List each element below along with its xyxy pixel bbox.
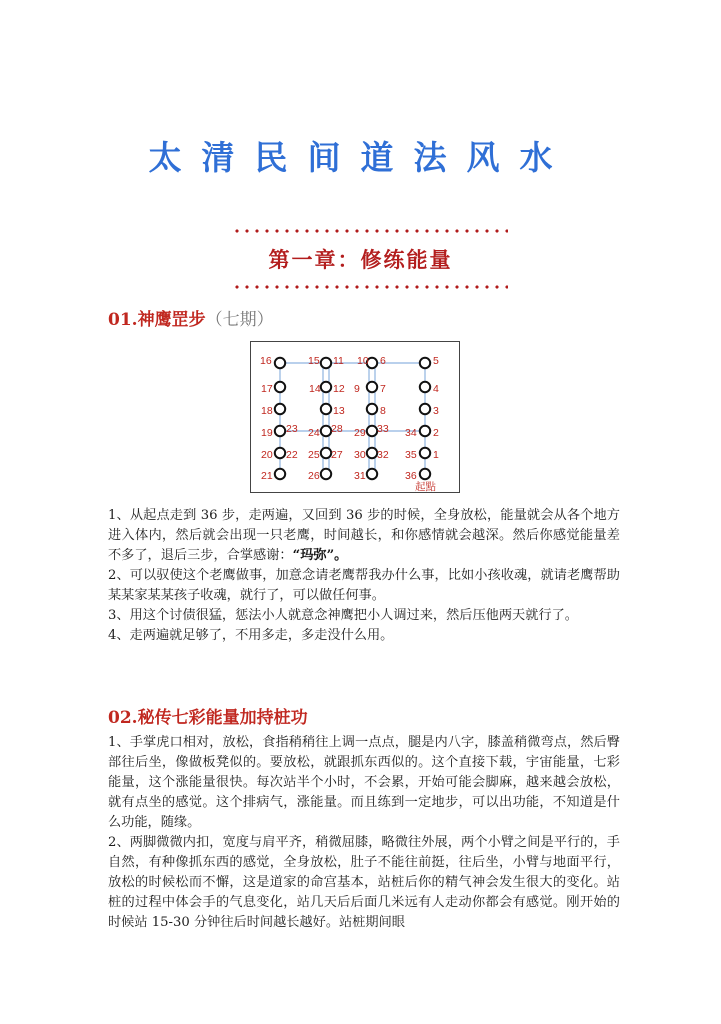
step-number-label: 25	[308, 449, 320, 461]
step-circle	[420, 469, 430, 479]
step-circle	[420, 382, 430, 392]
step-number-label: 12	[333, 383, 345, 395]
bottom-dotted-divider	[232, 284, 508, 290]
step-number-label: 19	[261, 427, 273, 439]
step-number-label: 34	[405, 427, 417, 439]
step-number-label: 22	[286, 449, 298, 461]
step-circle	[321, 382, 331, 392]
step-number-label: 27	[331, 449, 343, 461]
start-point-label: 起點	[415, 481, 436, 493]
section-2-title: 02.秘传七彩能量加持桩功	[108, 708, 308, 728]
section-1-item-text: 1、从起点走到 36 步，走两遍，又回到 36 步的时候，全身放松，能量就会从各个地方进入体内，然后就会出现一只老鹰，时间越长，和你感情就会越深。然后你感觉能量差不多了，退后三步，合掌感谢：	[108, 508, 620, 563]
step-diagram	[250, 341, 460, 493]
step-circle	[275, 448, 285, 458]
step-diagram-svg	[250, 341, 460, 493]
section-1-title	[108, 305, 274, 330]
step-number-label: 6	[380, 355, 386, 367]
step-number-label: 17	[261, 383, 273, 395]
step-number-label: 11	[333, 355, 344, 367]
section-1-subtitle: （七期）	[205, 310, 274, 330]
section-2-item: 1、手掌虎口相对，放松，食指稍稍往上调一点点，腿是内八字，膝盖稍微弯点，然后臀部往后坐，像做板凳似的。要放松，就跟抓东西似的。这个直接下载，宇宙能量，七彩能量，这个涨能量很快。每次站半个小时，不会累，开始可能会脚麻，越来越会放松，就有点坐的感觉。这个排病气，涨能量。而且练到一定地步，可以出功能，不知道是什么功能，随缘。	[108, 735, 620, 830]
step-number-label: 26	[308, 470, 320, 482]
step-circle	[275, 382, 285, 392]
section-1-item: 2、可以驭使这个老鹰做事，加意念请老鹰帮我办什么事，比如小孩收魂，就请老鹰帮助某某家某某孩子收魂，就行了，可以做任何事。	[108, 568, 620, 603]
step-number-label: 30	[354, 449, 366, 461]
thanks-word: “玛弥”。	[292, 548, 348, 563]
step-circle	[367, 382, 377, 392]
step-number-label: 7	[380, 383, 386, 395]
step-circle	[275, 404, 285, 414]
section-1-item: 4、走两遍就足够了，不用多走，多走没什么用。	[108, 628, 394, 643]
step-number-label: 15	[308, 355, 320, 367]
step-circle	[420, 358, 430, 368]
step-number-label: 24	[308, 427, 320, 439]
chapter-heading: 第一章：修练能量	[268, 247, 453, 272]
step-number-label: 1	[433, 449, 439, 461]
step-number-label: 32	[377, 449, 389, 461]
step-number-label: 36	[405, 470, 417, 482]
step-circle	[367, 426, 377, 436]
step-number-label: 20	[261, 449, 273, 461]
step-circle	[321, 448, 331, 458]
step-circle	[275, 358, 285, 368]
step-number-label: 18	[261, 405, 273, 417]
section-1-title-text: 01.神鹰罡步	[108, 310, 206, 330]
step-number-label: 21	[261, 470, 273, 482]
step-number-label: 3	[433, 405, 439, 417]
step-number-label: 4	[433, 383, 439, 395]
step-number-label: 14	[309, 383, 321, 395]
step-circle	[367, 469, 377, 479]
step-circle	[367, 404, 377, 414]
page-title: 太清民间道法风水	[148, 138, 573, 177]
step-circle	[420, 404, 430, 414]
step-number-label: 16	[260, 355, 272, 367]
step-circle	[367, 448, 377, 458]
step-circle	[321, 404, 331, 414]
step-number-label: 13	[333, 405, 345, 417]
step-number-label: 8	[380, 405, 386, 417]
step-circle	[321, 469, 331, 479]
step-circle	[420, 426, 430, 436]
step-number-label: 10	[357, 355, 369, 367]
step-circle	[420, 448, 430, 458]
top-dotted-divider	[232, 228, 508, 234]
step-number-label: 33	[377, 423, 389, 435]
step-number-label: 35	[405, 449, 417, 461]
step-circle	[321, 426, 331, 436]
step-number-label: 23	[286, 423, 298, 435]
section-2-item: 2、两脚微微内扣，宽度与肩平齐，稍微屈膝，略微往外展，两个小臂之间是平行的，手自然，有种像抓东西的感觉，全身放松，肚子不能往前挺，往后坐，小臂与地面平行，放松的时候松而不懈，这是道家的命宫基本，站桩后你的精气神会发生很大的变化。站桩的过程中体会手的气息变化，站几天后后面几米远有人走动你都会有感觉。刚开始的时候站 15-30 分钟往后时间越长越好。站桩期间眼	[108, 835, 620, 930]
step-number-label: 9	[354, 383, 360, 395]
step-circle	[275, 426, 285, 436]
step-number-label: 28	[331, 423, 343, 435]
step-number-label: 5	[433, 355, 439, 367]
step-circle	[321, 358, 331, 368]
step-circle	[275, 469, 285, 479]
section-1-body	[108, 506, 620, 646]
section-1-item: 3、用这个讨债很猛，惩法小人就意念神鹰把小人调过来，然后压他两天就行了。	[108, 608, 578, 623]
step-number-label: 29	[354, 427, 366, 439]
step-number-label: 2	[433, 427, 439, 439]
section-1-item	[108, 506, 620, 566]
section-2-body	[108, 733, 620, 933]
step-number-label: 31	[354, 470, 366, 482]
